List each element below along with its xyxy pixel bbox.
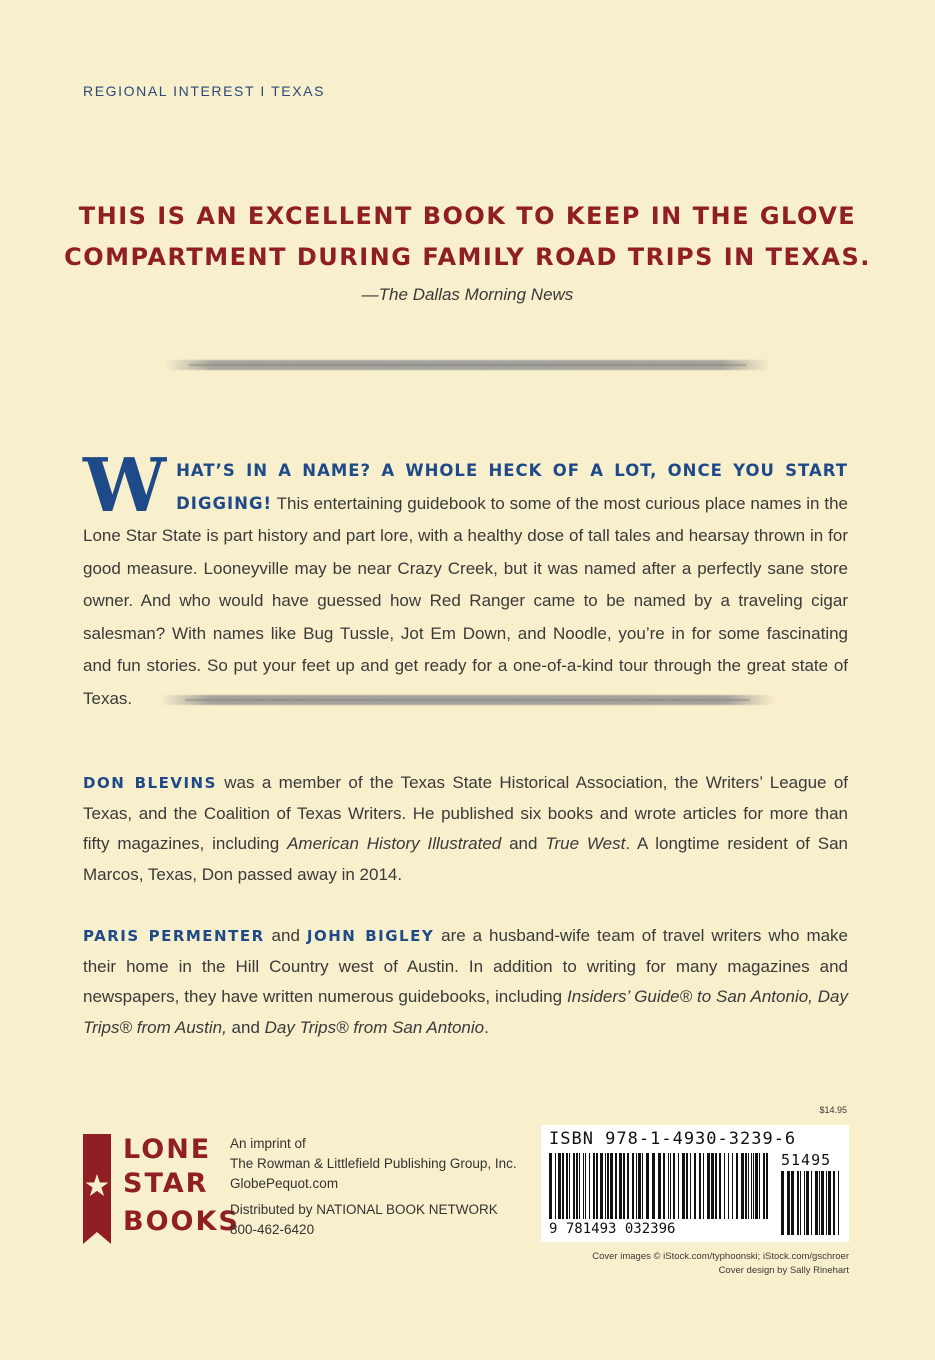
book-title: Day Trips® from San Antonio (264, 1017, 485, 1037)
pull-quote-line2: COMPARTMENT DURING FAMILY ROAD TRIPS IN TEXAS. (64, 243, 871, 271)
logo-word-lone: LONE (123, 1134, 212, 1165)
pull-quote-line1: THIS IS AN EXCELLENT BOOK TO KEEP IN THE GLOVE (78, 202, 857, 230)
divider-bottom (160, 695, 775, 705)
bio-text: . (484, 1017, 489, 1037)
author-bio-permenter-bigley (83, 921, 848, 1043)
book-title: American History Illustrated (287, 834, 502, 853)
bio-text: and (264, 926, 307, 945)
ean-digits: 9 781493 032396 (549, 1221, 676, 1237)
ean-barcode-bars (549, 1153, 769, 1223)
credit-design: Cover design by Sally Rinehart (718, 1265, 849, 1276)
description-body: This entertaining guidebook to some of the most curious place names in the Lone Star State is part history and part lore, with a healthy dose of tall tales and hearsay thrown in for good measure. Looneyville may be near Crazy Creek, but it was named after a perfectly sane store owner. And who would have guessed how Red Ranger came to be named by a traveling cigar salesman? With names like Bug Tussle, Jot Em Down, and Noodle, you’re in for some fascinating and fun stories. So put your feet up and get ready for a one-of-a-kind tour through the great state of Texas. (83, 493, 848, 708)
category-label: REGIONAL INTEREST I TEXAS (83, 83, 326, 99)
bio-text: and (226, 1017, 265, 1037)
distributor: Distributed by NATIONAL BOOK NETWORK (230, 1202, 498, 1217)
author-bio-blevins (83, 768, 848, 890)
book-title: Insiders’ Guide® to San Antonio, Day Trips® from Austin, (83, 987, 848, 1037)
cover-credits (592, 1250, 849, 1278)
drop-cap: W (83, 443, 167, 529)
author-name: PARIS PERMENTER (83, 927, 265, 945)
addon-barcode-bars (781, 1171, 841, 1235)
imprint-line: An imprint of (230, 1136, 306, 1151)
bio-text: . A longtime resident of San Marcos, Texas, Don passed away in 2014. (83, 834, 849, 884)
divider-top (165, 360, 770, 370)
barcode (541, 1125, 849, 1242)
pull-quote (60, 196, 875, 278)
description-lead: HAT’S IN A NAME? A WHOLE HECK OF A LOT, ONCE YOU START DIGGING! (176, 461, 848, 513)
price: $14.95 (819, 1105, 847, 1115)
bio-text: was a member of the Texas State Historical Association, the Writers’ League of Texas, and the Coalition of Texas Writers. He published six books and wrote articles for more than fifty magazines, including (83, 773, 849, 853)
author-name: JOHN BIGLEY (306, 927, 435, 945)
logo-word-star: STAR (123, 1168, 209, 1199)
imprint-info (230, 1134, 517, 1240)
bio-text: and (501, 834, 546, 853)
imprint-website: GlobePequot.com (230, 1176, 339, 1191)
logo-word-books: BOOKS (123, 1206, 240, 1237)
description (83, 443, 848, 715)
author-name: DON BLEVINS (83, 774, 217, 792)
quote-attribution: —The Dallas Morning News (361, 285, 574, 304)
isbn-text: ISBN 978-1-4930-3239-6 (549, 1129, 797, 1149)
star-banner-icon (83, 1134, 111, 1244)
addon-digits: 51495 (781, 1151, 832, 1169)
phone-number: 800-462-6420 (230, 1222, 315, 1237)
book-title: True West (545, 834, 626, 853)
credit-images: Cover images © iStock.com/typhoonski; iStock.com/gschroer (592, 1251, 849, 1262)
imprint-publisher: The Rowman & Littlefield Publishing Group, Inc. (230, 1156, 517, 1171)
bio-text: are a husband-wife team of travel writers who make their home in the Hill Country west of Austin. In addition to writing for many magazines and newspapers, they have written numerous guidebooks, including (83, 926, 849, 1006)
